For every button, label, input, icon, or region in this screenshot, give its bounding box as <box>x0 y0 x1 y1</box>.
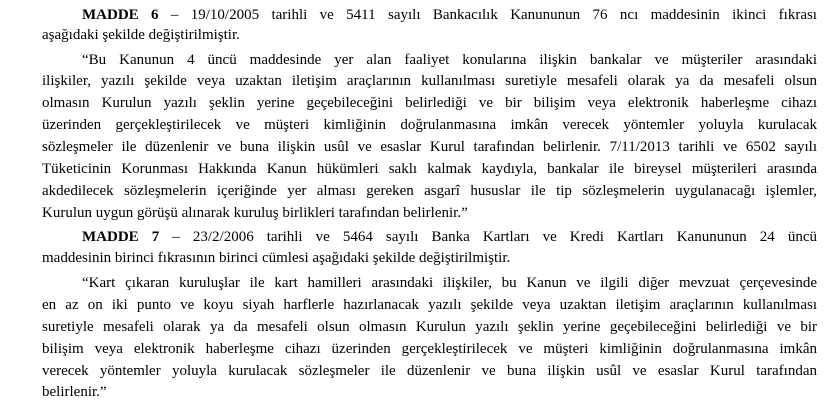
article-7-line-6: bilişim veya elektronik haberleşme cihazı üzerinden gerçekleştirilecek ve müşteri kimliğinin doğrulanmasına imkân <box>42 341 817 357</box>
article-6-line-5: olmasın Kurulun yazılı şeklin yerine geçebileceğini belirlediği ve bir bilişim veya elektronik haberleşme cihazı <box>42 95 817 111</box>
article-6-heading: MADDE 6 <box>82 7 159 23</box>
article-6-line-3: “Bu Kanunun 4 üncü maddesinde yer alan faaliyet konularına ilişkin bankalar ve müşteriler arasındaki <box>82 52 817 68</box>
article-7-line-5: suretiyle mesafeli olarak ya da mesafeli olsun olmasın Kurulun yazılı şeklin yerine geçebileceğini belirlediği ve bir <box>42 319 817 335</box>
article-6-line-6: üzerinden gerçekleştirilecek ve müşteri kimliğinin doğrulanmasına imkân verecek yöntemler yoluyla kurulacak <box>42 117 817 133</box>
article-6-intro: – 19/10/2005 tarihli ve 5411 sayılı Bankacılık Kanununun 76 ncı maddesinin ikinci fıkrası <box>158 7 817 23</box>
article-6-line-7: sözleşmeler ile düzenlenir ve buna ilişkin usûl ve esaslar Kurul tarafından belirlenir. 7/11/2013 tarihli ve 6502 sayılı <box>42 139 817 155</box>
article-7-line-2: maddesinin birinci fıkrasının birinci cümlesi aşağıdaki şekilde değiştirilmiştir. <box>42 250 511 266</box>
article-6-line-9: akdedilecek sözleşmelerin içeriğinde yer alması gereken asgarî hususlar ile tip sözleşmelerin uygulanacağı işlemler, <box>42 183 817 199</box>
article-6-line-1 <box>82 5 817 25</box>
article-7-heading: MADDE 7 <box>82 229 160 245</box>
article-7-line-3: “Kart çıkaran kuruluşlar ile kart hamilleri arasındaki ilişkiler, bu Kanun ve ilgili diğer mevzuat çerçevesinde <box>82 275 817 291</box>
article-7-line-4: en az on iki punto ve koyu siyah harflerle hazırlanacak yazılı şekilde veya uzaktan iletişim araçlarının kullanılması <box>42 297 817 313</box>
article-6-line-10: Kurulun uygun görüşü alınarak kuruluş birlikleri tarafından belirlenir.” <box>42 205 468 221</box>
article-6-line-8: Tüketicinin Korunması Hakkında Kanun hükümleri saklı kalmak kaydıyla, bankalar ile bireysel müşterileri arasında <box>42 161 817 177</box>
article-7-line-7: verecek yöntemler yoluyla kurulacak sözleşmeler ile düzenlenir ve buna ilişkin usûl ve esaslar Kurul tarafından <box>42 363 817 379</box>
article-7-line-8: belirlenir.” <box>42 384 107 400</box>
article-6-line-2: aşağıdaki şekilde değiştirilmiştir. <box>42 27 240 43</box>
article-7-intro: – 23/2/2006 tarihli ve 5464 sayılı Banka Kartları ve Kredi Kartları Kanununun 24 üncü <box>159 229 817 245</box>
article-6-line-4: ilişkiler, yazılı şekilde veya uzaktan iletişim araçlarının kullanılması suretiyle mesafeli olarak ya da mesafeli olsun <box>42 73 817 89</box>
article-7-line-1 <box>82 227 817 247</box>
